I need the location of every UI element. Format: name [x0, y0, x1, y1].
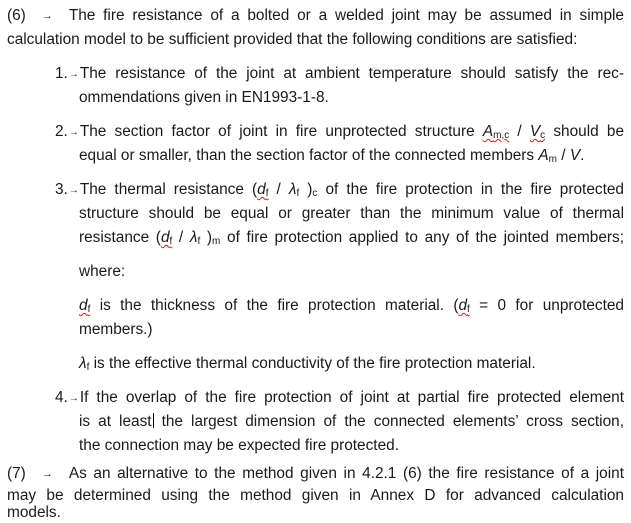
paragraph-6-line-1 — [7, 6, 624, 26]
tab-arrow-icon: → — [41, 468, 53, 480]
list-number: 2. — [55, 123, 68, 140]
list-number: 4. — [55, 389, 68, 406]
list-item-4-line-1: 4.→If the overlap of the fire protection of joint at partial fire protected element — [55, 388, 624, 409]
list-item-3-line-1: 3.→The thermal resistance ($d_f / \lambda_f$ )$_c$ of the fire protection in the fire protected — [55, 181, 624, 199]
list-number: 1. — [55, 65, 68, 82]
lambda-definition: $\lambda_f$ is the effective thermal conductivity of the fire protection material. — [79, 355, 536, 373]
paragraph-6-text: The fire resistance of a bolted or a welded joint may be assumed in simple — [68, 7, 624, 24]
tab-arrow-icon: → — [68, 393, 79, 404]
list-item-1-line-2: ommendations given in EN1993-1-8. — [79, 89, 329, 106]
tab-arrow-icon: → — [68, 185, 79, 196]
list-item-text: The resistance of the joint at ambient temperature should satisfy the rec- — [79, 65, 624, 82]
list-item-2-line-2: equal or smaller, than the section factor of the connected members $A_m$ / V. — [79, 147, 585, 165]
tab-arrow-icon: → — [41, 10, 53, 22]
where-label: where: — [79, 263, 126, 280]
df-definition-line-1: $d_f$ is the thickness of the fire protection material. ($d_f = 0$ for unprotected — [79, 297, 624, 315]
list-item-4-line-2: is at least the largest dimension of the connected elements’ cross section, — [79, 413, 625, 430]
list-item-1-line-1 — [55, 64, 624, 85]
list-item-3-line-3: resistance ($d_f / \lambda_f$ )$_m$ of fire protection applied to any of the jointed members; — [79, 229, 625, 247]
paragraph-6-line-2: calculation model to be sufficient provided that the following conditions are satisfied: — [7, 31, 578, 48]
paragraph-7-line-3: models. — [7, 504, 61, 521]
paragraph-7-text: As an alternative to the method given in 4.2.1 (6) the fire resistance of a joint — [68, 465, 624, 482]
paragraph-7-number: (7) — [7, 465, 26, 482]
list-number: 3. — [55, 181, 68, 198]
list-item-3-line-2: structure should be equal or greater than the minimum value of thermal — [79, 205, 624, 222]
tab-arrow-icon: → — [68, 127, 79, 138]
paragraph-6-number: (6) — [7, 7, 26, 24]
paragraph-7-line-1 — [7, 464, 624, 484]
tab-arrow-icon: → — [68, 69, 79, 80]
list-item-4-line-3: the connection may be expected fire protected. — [79, 437, 399, 454]
list-item-2-line-1: 2.→The section factor of joint in fire unprotected structure $A_{m,c} / V_c$ should be — [55, 123, 625, 141]
df-definition-line-2: members.) — [79, 321, 153, 338]
paragraph-7-line-2: may be determined using the method given in Annex D for advanced calculation — [7, 487, 624, 504]
